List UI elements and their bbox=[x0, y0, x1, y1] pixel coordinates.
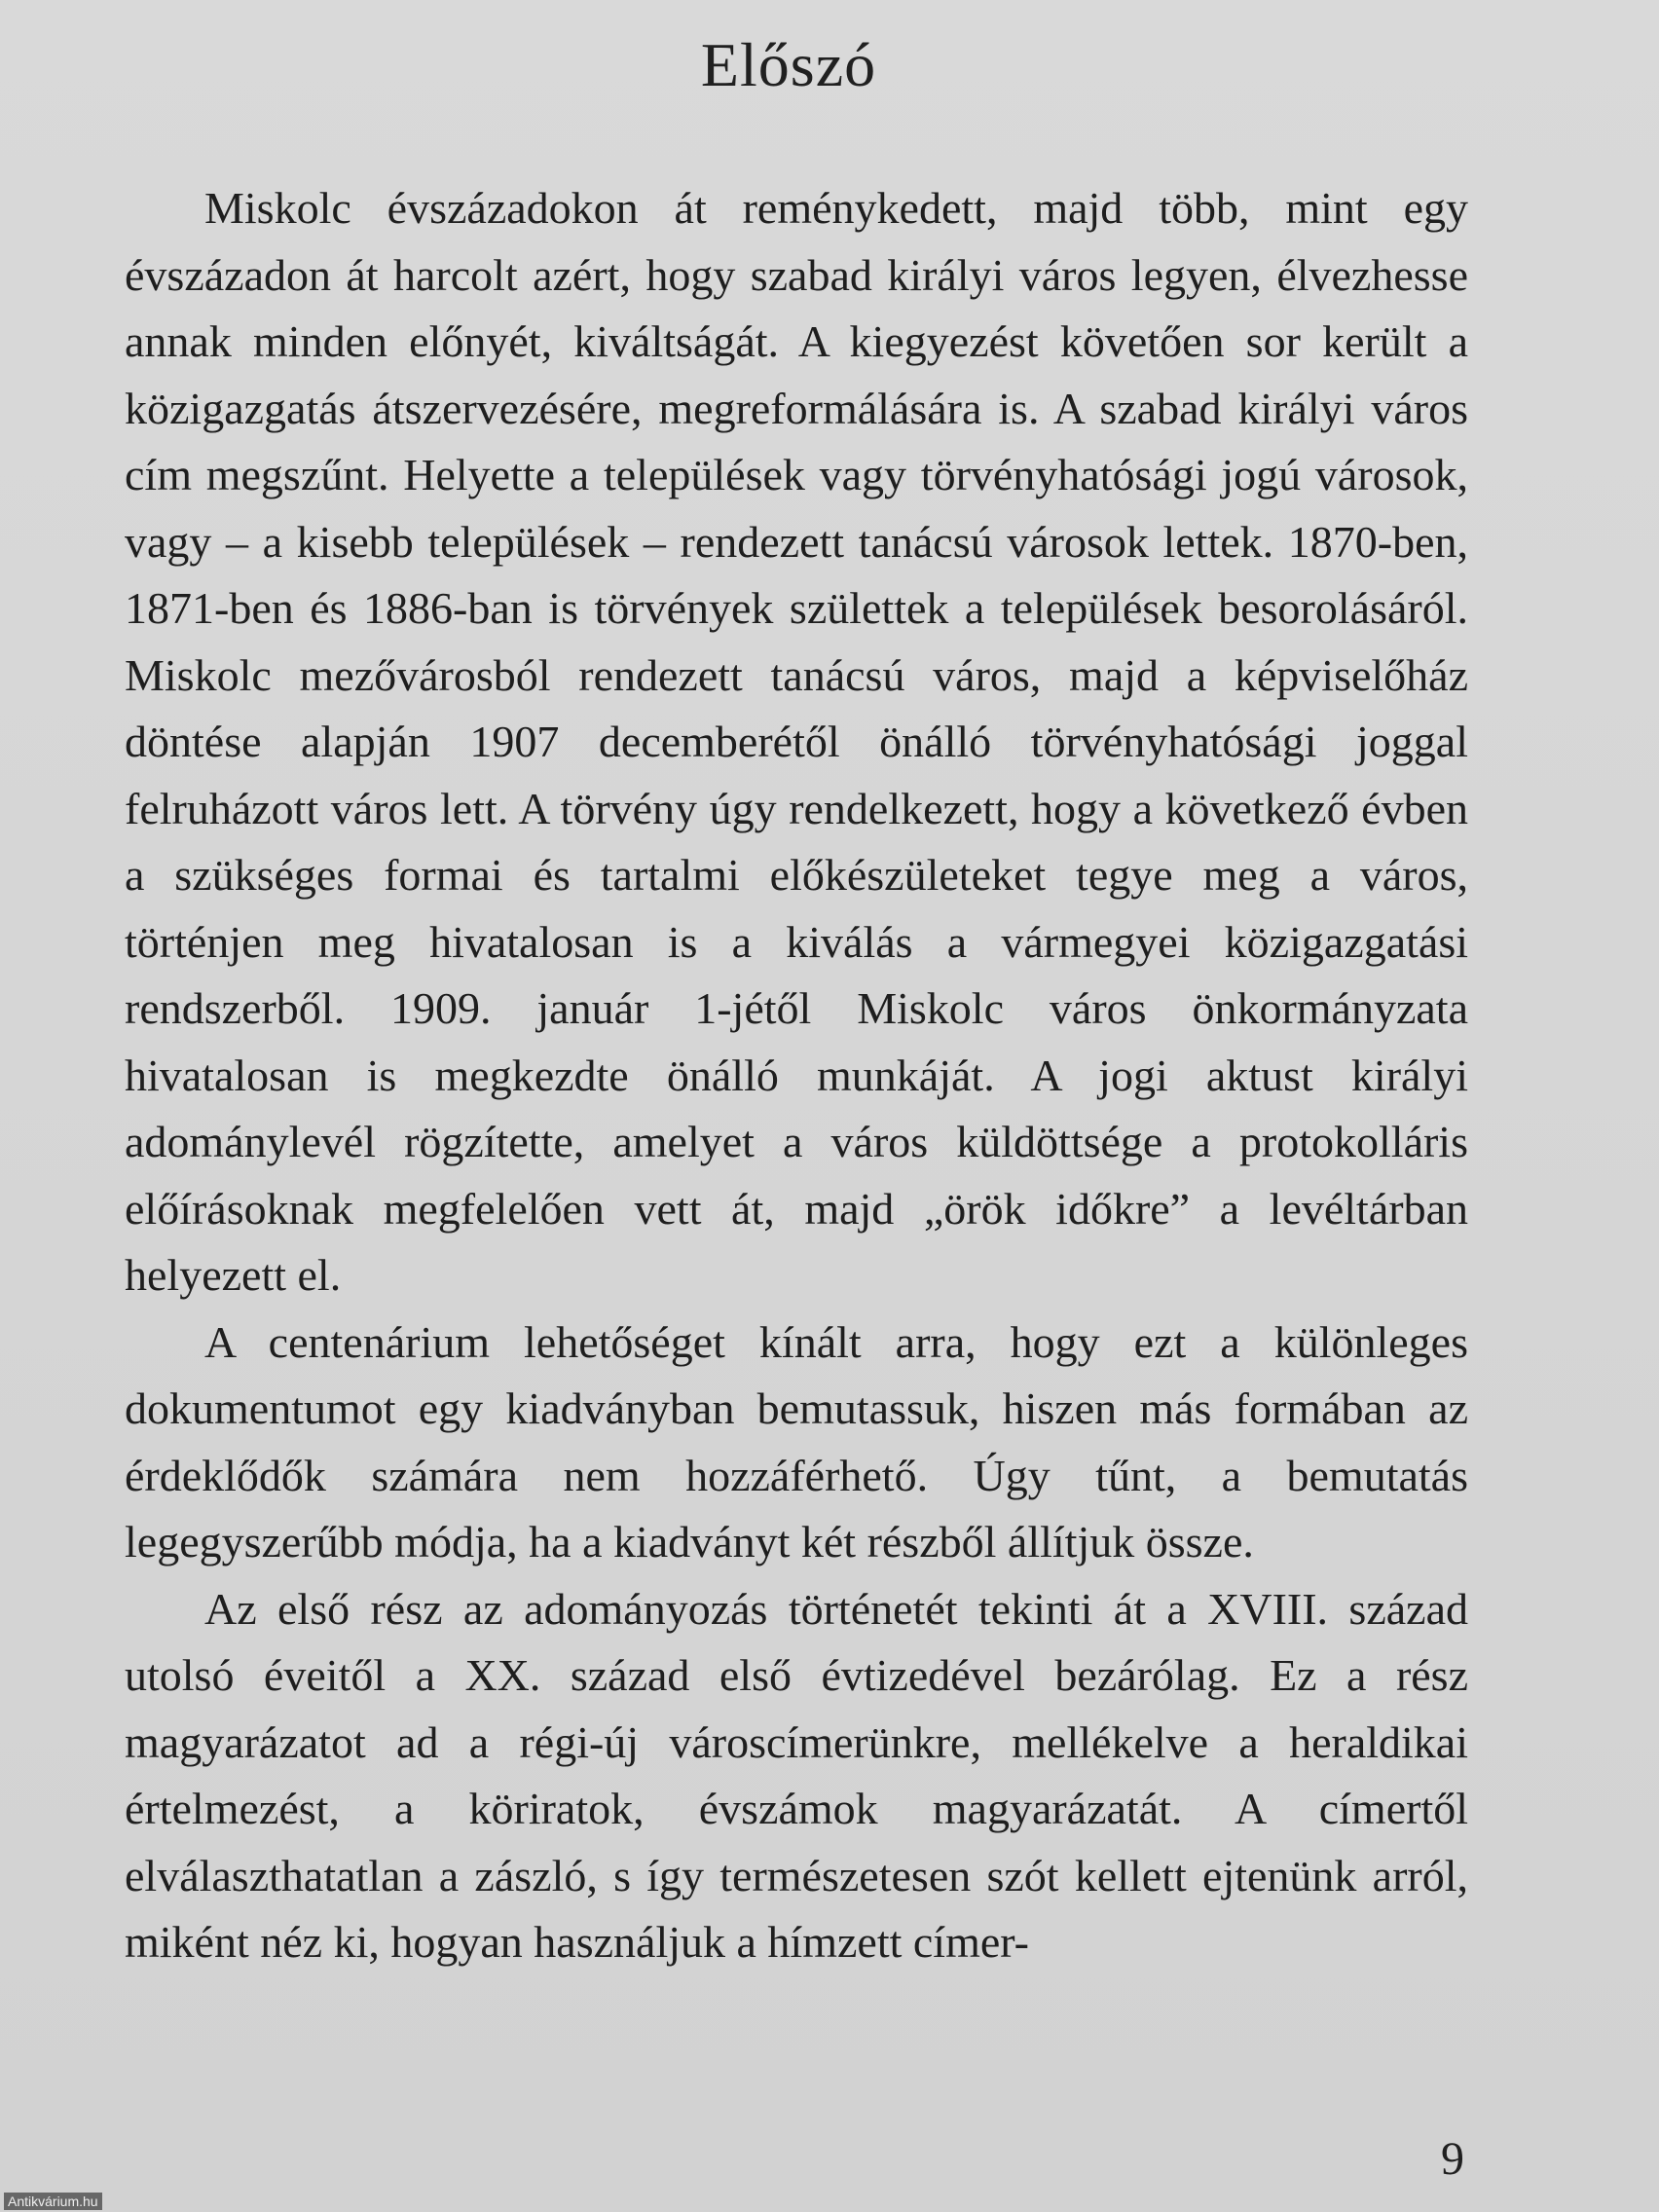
body-text bbox=[125, 175, 1468, 1976]
watermark: Antikvárium.hu bbox=[4, 2193, 102, 2210]
page-number: 9 bbox=[1441, 2133, 1464, 2185]
paragraph: Az első rész az adományozás történetét tekinti át a XVIII. század utolsó éveitől a XX. század első évtizedével bezárólag. Ez a rész magyarázatot ad a régi-új városcímerünkre, mellékelve a heraldikai értelmezést, a köriratok, évszámok magyarázatát. A címertől elválaszthatatlan a zászló, s így természetesen szót kellett ejtenünk arról, miként néz ki, hogyan használjuk a hímzett címer- bbox=[125, 1583, 1468, 1967]
paragraph: Miskolc évszázadokon át reménykedett, majd több, mint egy évszázadon át harcolt azért, hogy szabad királyi város legyen, élvezhesse annak minden előnyét, kiváltságát. A kiegyezést követően sor került a közigazgatás átszervezésére, megreformálására is. A szabad királyi város cím megszűnt. Helyette a települések vagy törvényhatósági jogú városok, vagy – a kisebb települések – rendezett tanácsú városok lettek. 1870-ben, 1871-ben és 1886-ban is törvények születtek a települések besorolásáról. Miskolc mezővárosból rendezett tanácsú város, majd a képviselőház döntése alapján 1907 decemberétől önálló törvényhatósági joggal felruházott város lett. A törvény úgy rendelkezett, hogy a következő évben a szükséges formai és tartalmi előkészületeket tegye meg a város, történjen meg hivatalosan is a kiválás a vármegyei közigazgatási rendszerből. 1909. január 1-jétől Miskolc város önkormányzata hivatalosan is megkezdte önálló munkáját. A jogi aktust királyi adománylevél rögzítette, amelyet a város küldöttsége a protokolláris előírásoknak megfelelően vett át, majd „örök időkre” a levéltárban helyezett el. bbox=[125, 183, 1468, 1300]
paragraph: A centenárium lehetőséget kínált arra, hogy ezt a különleges dokumentumot egy kiadványban bemutassuk, hiszen más formában az érdeklődők számára nem hozzáférhető. Úgy tűnt, a bemutatás legegyszerűbb módja, ha a kiadványt két részből állítjuk össze. bbox=[125, 1316, 1468, 1567]
page-title: Előszó bbox=[700, 30, 877, 99]
